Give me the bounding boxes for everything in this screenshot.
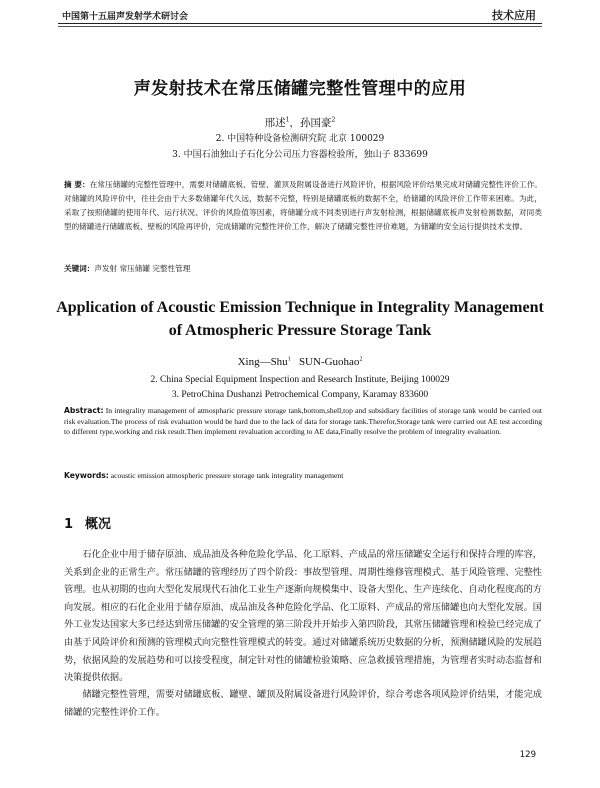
running-header-conference: 中国第十五届声发射学术研讨会	[62, 12, 189, 22]
english-author-1-sup: 1	[287, 356, 291, 363]
english-title-line-2: of Atmospheric Pressure Storage Tank	[168, 322, 432, 339]
chinese-author-1: 邢述	[264, 117, 286, 129]
body-paragraph-1: 石化企业中用于储存原油、成品油及各种危险化学品、化工原料、产成品的常压储罐安全运行和保持合理的库容，关系到企业的正常生产。常压储罐的管理经历了四个阶段：事故型管理、周期性维修管理模式、基于风险管理、完整性管理。也从初期的也向大型化发展现代石油化工业生产逐渐向规模集中、设备大型化、生产连续化、自动化程度高的方向发展。相应的石化企业用于储存原油、成品油及各种危险化学品、化工原料、产成品的常压储罐也向大型化发展。国外工业发达国家大多已经达到常压储罐的安全管理的第三阶段并开始步入第四阶段，其常压储罐管理和检验已经完成了由基于风险评价和预测的管理模式向完整性管理模式的转变。通过对储罐系统历史数据的分析，预测储罐风险的发展趋势，依据风险的发展趋势和可以接受程度，制定针对性的储罐检验策略、应急救援管理措施，为管理者实时动态监督和决策提供依据。	[64, 549, 542, 684]
chinese-author-1-sup: 1	[285, 116, 290, 124]
chinese-author-2-sup: 2	[331, 116, 336, 124]
english-author-1: Xing—Shu	[237, 356, 288, 368]
chinese-authors	[0, 115, 600, 130]
english-keywords	[64, 471, 542, 480]
english-abstract-label: Abstract:	[64, 406, 104, 415]
section-title: 概况	[85, 517, 112, 532]
chinese-affiliation-2: 3. 中国石油独山子石化分公司压力容器检验所，独山子 833699	[172, 150, 428, 160]
chinese-keywords-text: 声发射 常压储罐 完整性管理	[94, 264, 191, 273]
page-number: 129	[519, 750, 536, 760]
english-abstract-text: In integrality management of atmospharic pressure storage tank,bottom,shell,top and subsidiary facilities of storage tank would be carried out risk evaluation.The process of risk evaluation would be hard due to the lack of data for storage tank.Therefor,Storage tank were carried out AE test according to different type,working and risk result.Then implement revaluation according to AE data,Finally resolve the problem of integrality evaluation.	[64, 406, 542, 436]
chinese-title: 声发射技术在常压储罐完整性管理中的应用	[133, 79, 467, 99]
english-affiliation-2: 3. PetroChina Dushanzi Petrochemical Company, Karamay 833600	[171, 390, 429, 400]
english-affiliation-1: 2. China Special Equipment Inspection and Research Institute, Beijing 100029	[150, 375, 450, 385]
english-authors	[0, 356, 600, 368]
chinese-keywords-label: 关键词：	[64, 264, 95, 273]
english-title	[0, 296, 600, 342]
header-rule-thin	[58, 26, 542, 27]
header-rule	[58, 23, 542, 24]
chinese-abstract	[64, 178, 542, 234]
chinese-abstract-label: 摘 要：	[64, 180, 90, 189]
english-title-line-1: Application of Acoustic Emission Technique in Integrality Management	[56, 299, 544, 316]
english-author-2: SUN-Guohao	[298, 356, 360, 368]
english-author-2-sup: 2	[359, 356, 363, 363]
section-heading	[64, 513, 111, 532]
chinese-keywords	[64, 262, 542, 276]
english-abstract	[64, 406, 542, 438]
body-paragraph-2: 储罐完整性管理，需要对储罐底板、罐壁、罐顶及附属设备进行风险评价，综合考虑各项风险评价结果，才能完成储罐的完整性评价工作。	[64, 689, 542, 718]
chinese-author-2: 孙国豪	[300, 117, 332, 129]
chinese-affiliation-1: 2. 中国特种设备检测研究院 北京 100029	[215, 134, 385, 144]
english-keywords-label: Keywords:	[64, 471, 109, 480]
english-keywords-text: acoustic emission atmospheric pressure storage tank integrality management	[110, 471, 344, 480]
chinese-author-separator: ，	[289, 117, 300, 129]
chinese-abstract-text: 在常压储罐的完整性管理中，需要对储罐底板、管壁、灌顶及附属设备进行风险评价，根据风险评价结果完成对储罐完整性评价工作。对储罐的风险评价中，往往会由于大多数储罐年代久远，数据不完整，特别是储罐底板的数据不全，给储罐的风险评价工作带来困难。为此，采取了按照储罐的使用年代、运行状况、评价的风险值等因素，将储罐分成不同类别进行声发射检测，根据储罐底板声发射检测数据，对同类型的储罐进行储罐底板、壁板的风险再评价，完成储罐的完整性评价工作，解决了储罐完整性评价难题，为储罐的安全运行提供技术支撑。	[64, 180, 542, 231]
section-number: 1	[64, 517, 74, 532]
running-header-section: 技术应用	[492, 9, 536, 22]
